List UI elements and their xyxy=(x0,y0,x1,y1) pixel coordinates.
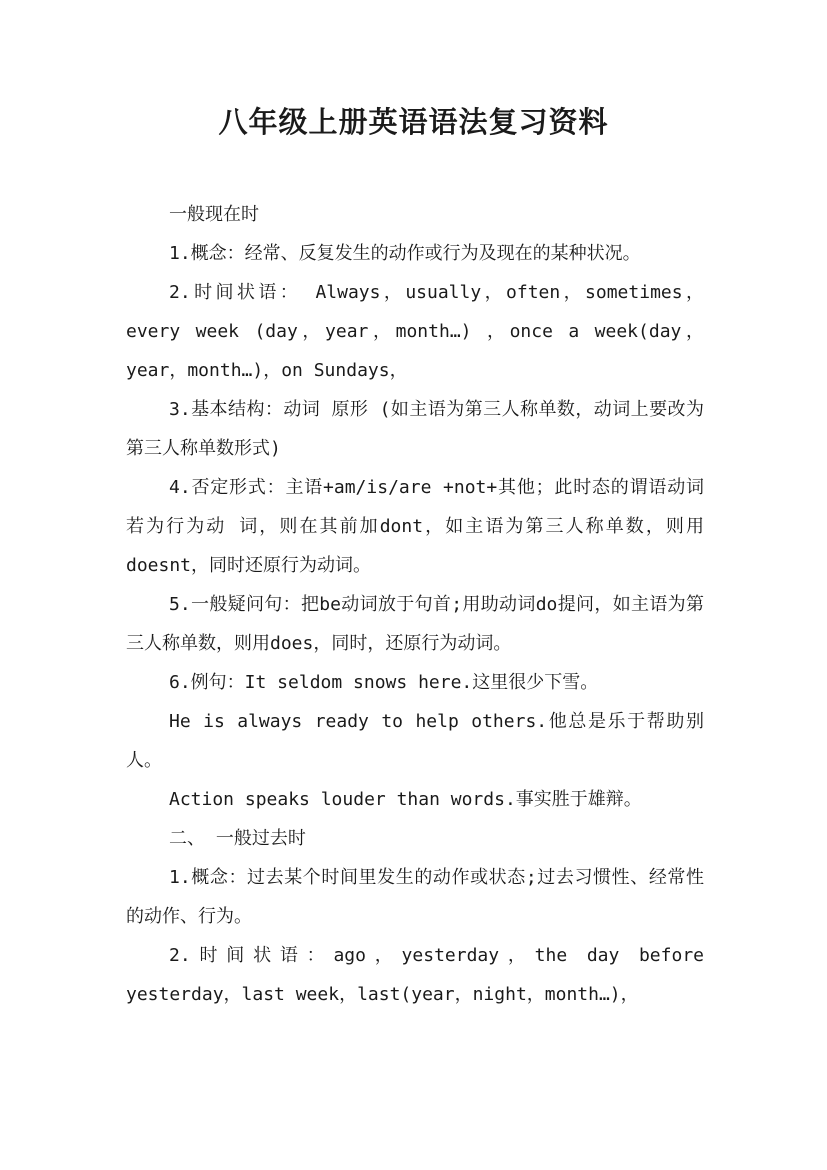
paragraph-negative-form: 4.否定形式：主语+am/is/are +not+其他；此时态的谓语动词若为行为动 词，则在其前加dont，如主语为第三人称单数，则用doesnt，同时还原行为动词。 xyxy=(126,477,704,576)
paragraph-question-form: 5.一般疑问句：把be动词放于句首;用助动词do提问，如主语为第三人称单数，则用does，同时，还原行为动词。 xyxy=(126,594,704,654)
section-heading-present-simple: 一般现在时 xyxy=(169,204,259,225)
paragraph-time-adverbials: 2.时间状语： Always，usually，often，sometimes，every week (day，year，month…) ，once a week(day，year，month…)，on Sundays， xyxy=(126,282,704,381)
document-title: 八年级上册英语语法复习资料 xyxy=(218,105,609,139)
paragraph-basic-structure: 3.基本结构：动词 原形 (如主语为第三人称单数，动词上要改为第三人称单数形式) xyxy=(126,399,704,459)
document-body xyxy=(126,195,704,1014)
paragraph-example-2: He is always ready to help others.他总是乐于帮助别人。 xyxy=(126,711,704,771)
paragraph-past-concept: 1.概念：过去某个时间里发生的动作或状态;过去习惯性、经常性的动作、行为。 xyxy=(126,867,704,927)
paragraph-past-time-adverbials: 2.时间状语：ago，yesterday，the day before yesterday，last week，last(year，night，month…)， xyxy=(126,945,704,1005)
paragraph-example-1: 6.例句：It seldom snows here.这里很少下雪。 xyxy=(169,672,599,693)
section-heading-past-simple: 二、 一般过去时 xyxy=(169,828,306,849)
paragraph-example-3: Action speaks louder than words.事实胜于雄辩。 xyxy=(169,789,642,810)
paragraph-concept: 1.概念：经常、反复发生的动作或行为及现在的某种状况。 xyxy=(169,243,641,264)
